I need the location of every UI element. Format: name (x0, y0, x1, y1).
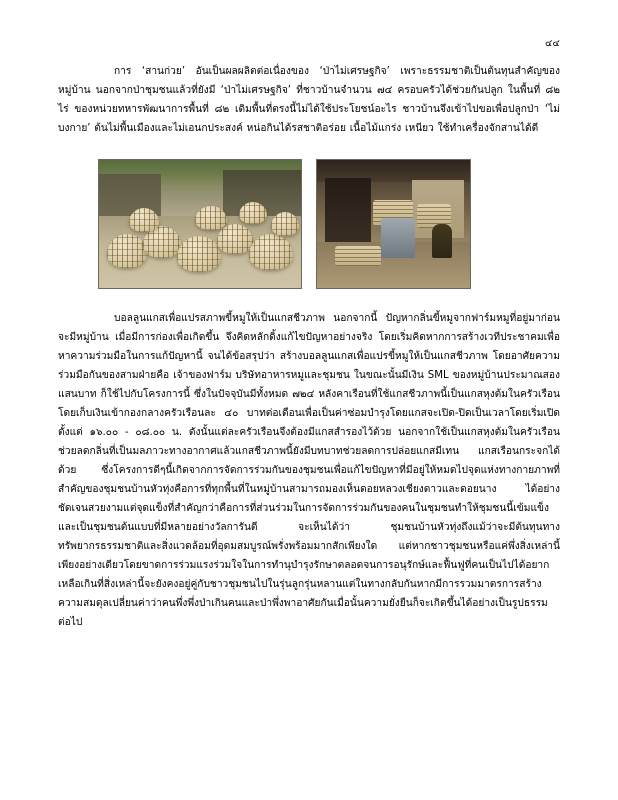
chair-object (381, 218, 415, 258)
basket-object (239, 202, 267, 224)
figure-row (58, 159, 560, 289)
basket-object (107, 234, 147, 268)
basket-stack (335, 246, 381, 266)
paragraph-2: บอลลูนแกสเพื่อแปรสภาพขี้หมูให้เป็นแกสชีวภาพ นอกจากนี้ ปัญหากลิ่นขี้หมูจากฟาร์มหมูที่อยู่มาก่อนจะมีหมู่บ้าน เมื่อมีการก่องเพื่อเกิดขึ้น จึงคิดหลักดิ้งแก้ไขปัญหาอย่างจริง โดยเริ่มคิดหากการสร้างเวทีประชาคมเพื่อหาความร่วมมือในการแก้ปัญหานี้ จนได้ข้อสรุปว่า สร้างบอลลูนแกสเพื่อแปรขี้หมูให้เป็นแกสชีวภาพ โดยอาศัยความร่วมมือกันของสามฝ่ายคือ เจ้าของฟาร์ม บริษัทอาหารหมูและชุมชน ในขณะนั้นมีเงิน SML ของหมู่บ้านประมาณสองแสนบาท ก็ใช้ไปกับโครงการนี้ ซึ่งในปัจจุบันมีทั้งหมด ๗๒๔ หลังคาเรือนที่ใช้แกสชีวภาพนี้เป็นแกสหุงต้มในครัวเรือน โดยเก็บเงินเข้ากองกลางครัวเรือนละ ๔๐ บาทต่อเดือนเพื่อเป็นค่าซ่อมบำรุงโดยแกสจะเปิด-ปิดเป็นเวลาโดยเริ่มเปิดตั้งแต่ ๑๖.๐๐ - ๐๘.๐๐ น. ดังนั้นแต่ละครัวเรือนจึงต้องมีแกสสำรองไว้ด้วย นอกจากใช้เป็นแกสหุงต้มในครัวเรือนช่วยลดกลิ่นที่เป็นมลภาวะทางอากาศแล้วแกสชีวภาพนี้ยังมีบทบาทช่วยลดการปล่อยแกสมีเทน แกสเรือนกระจกได้ด้วย ซึ่งโครงการดีๆนี้เกิดจากการจัดการร่วมกันของชุมชนเพื่อแก้ไขปัญหาที่มีอยู่ให้หมดไปจุดแห่งทางกายภาพที่สำคัญของชุมชนบ้านหัวทุ่งคือการที่ทุกพื้นที่ในหมู่บ้านสามารถมองเห็นดอยหลวงเชียงดาวและดอยนาง ได้อย่างชัดเจนสวยงามแต่จุดแข็งที่สำคัญกว่าคือการที่ส่วนร่วมในการจัดการร่วมกันของคนในชุมชนทำให้ชุมชนนี้เข้มแข็งและเป็นชุมชนต้นแบบที่มีหลายอย่างวัลการันตี จะเห็นได้ว่า ชุมชนบ้านหัวทุ่งถึงแม้ว่าจะมีต้นทุนทางทรัพยากรธรรมชาติและสิ่งแวดล้อมที่อุดมสมบูรณ์พรั่งพร้อมมากสักเพียงใด แต่หากชาวชุมชนหรือแค่พึ่งสิ่งเหล่านี้เพียงอย่างเดียวโดยขาดการร่วมแรงร่วมใจในการทำนุบำรุงรักษาตลอดจนการอนุรักษ์และฟื้นฟูที่คนเป็นไปได้อยากเหลือเกินที่สิ่งเหล่านี้จะยังคงอยู่คู่กับชาวชุมชนไปในรุ่นลูกรุ่นหลานแต่ในทางกลับกันหากมีการรวมมาตรการสร้างความสมดุลเปลี่ยนค่าว่าคนพึ่งพึ่งป่าเกินคนและป่าพึ่งพาอาศัยกันเมื่อนั้นความยั่งยืนก็จะเกิดขึ้นได้อย่างเป็นรูปธรรมต่อไป (58, 313, 560, 628)
page-content (58, 62, 560, 632)
basket-object (195, 206, 227, 230)
page-number: ๔๔ (545, 38, 560, 49)
paragraph-1: การ ‘สานก่วย’ อันเป็นผลผลิตต่อเนื่องของ ‘ป่าไม่เศรษฐกิจ’ เพราะธรรมชาติเป็นต้นทุนสำคัญของหมู่บ้าน นอกจากป่าชุมชนแล้วที่ยังมี ‘ป่าไม่เศรษฐกิจ’ ที่ชาวบ้านจำนวน ๗๔ ครอบครัวได้ช่วยกันปลูก ในพื้นที่ ๘๒ ไร่ ของหน่วยทหารพัฒนาการพื้นที่ ๘๒ เดิมพื้นที่ตรงนี้ไม่ได้ใช้ประโยชน์อะไร ชาวบ้านจึงเข้าไปขอเพื่อปลูกป่า ‘ไม่บงกาย’ ต้นไม่พื้นเมืองและไม่เอนกประสงค์ หน่อกินได้รสชาติอร่อย เนื้อไม้แกร่ง เหนียว ใช้ทำเครื่องจักสานได้ดี (58, 66, 560, 134)
figure-baskets-yard (98, 159, 302, 289)
basket-object (217, 224, 253, 254)
basket-object (177, 236, 221, 272)
person-figure (432, 224, 452, 258)
basket-object (249, 234, 293, 270)
figure-house-interior (316, 159, 471, 289)
photo-doorway (325, 178, 371, 252)
basket-object (129, 208, 159, 232)
photo-baskets-yard (99, 160, 301, 288)
basket-object (271, 212, 299, 236)
photo-house-interior (317, 160, 470, 288)
